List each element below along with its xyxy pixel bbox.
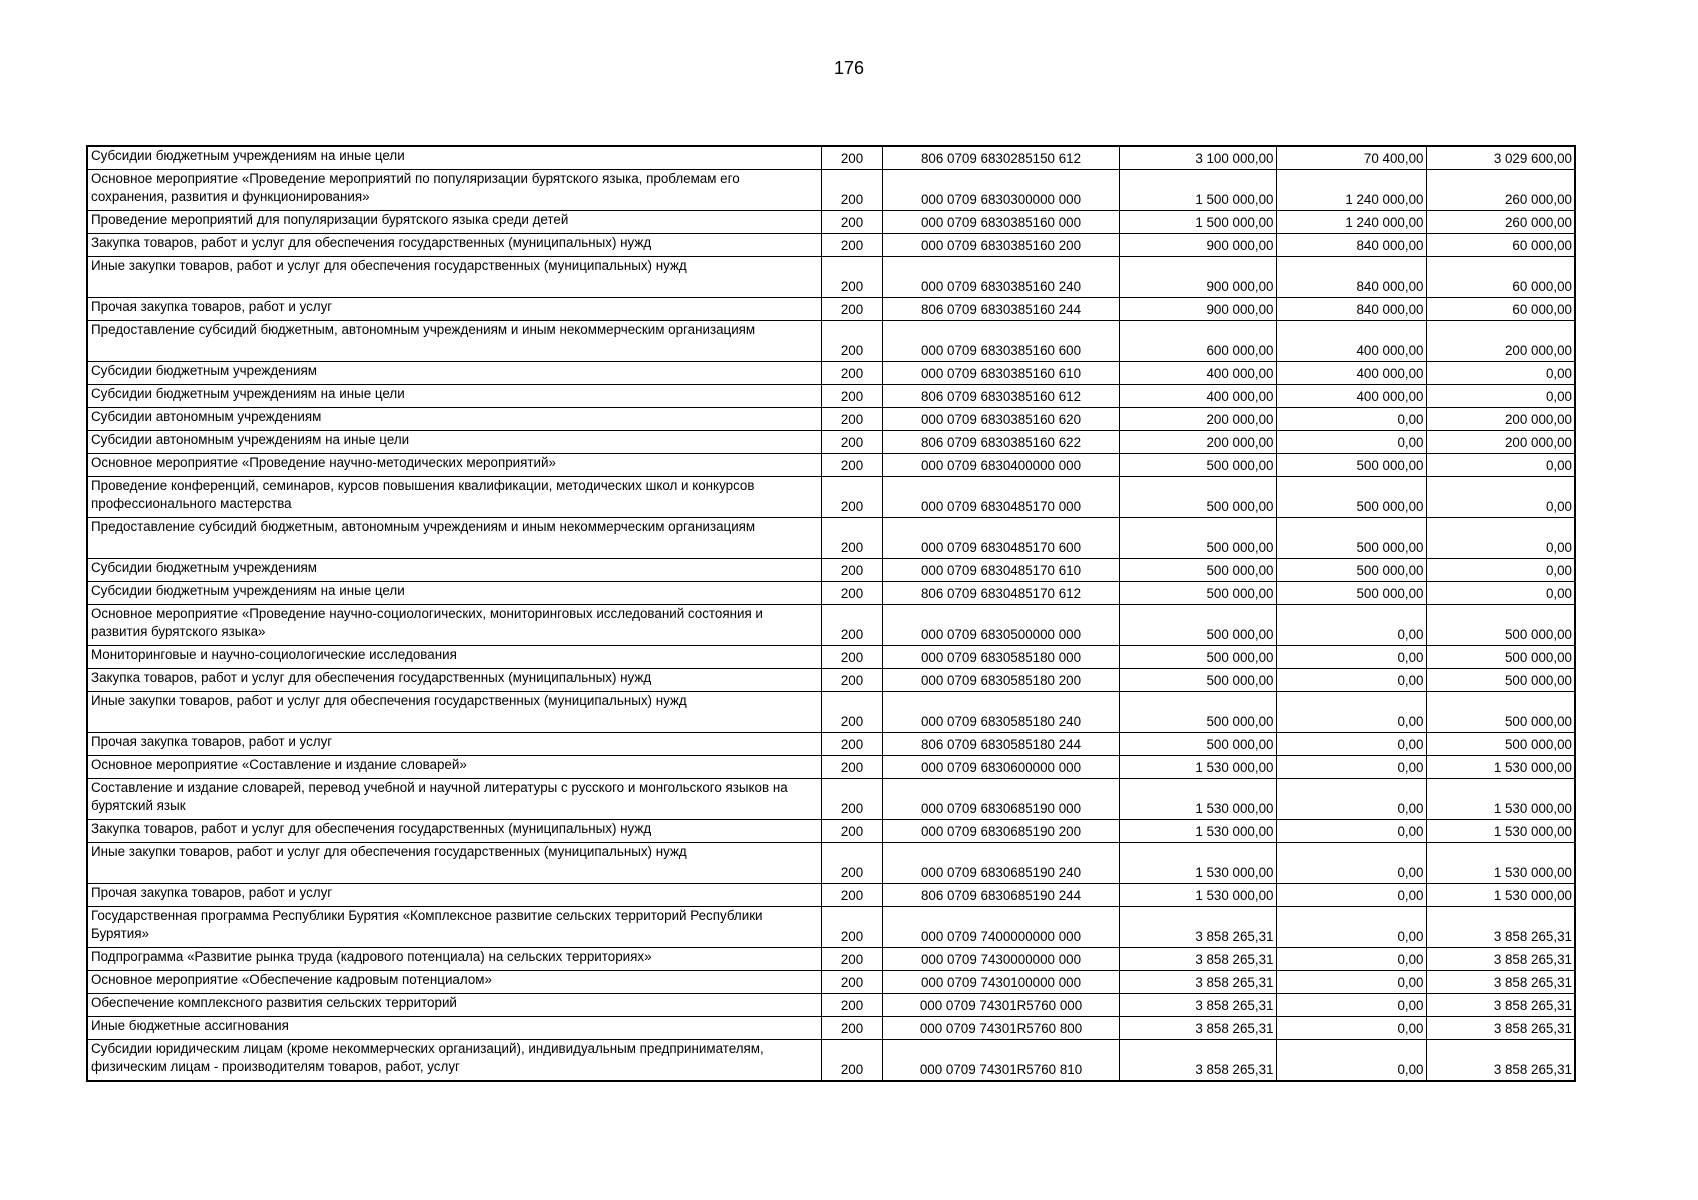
row-name: Проведение конференций, семинаров, курсов повышения квалификации, методических школ и конкурсов профессионального мастерства [87, 477, 821, 518]
row-name: Закупка товаров, работ и услуг для обеспечения государственных (муниципальных) нужд [87, 669, 821, 692]
row-executed: 1 240 000,00 [1276, 170, 1426, 211]
row-executed: 0,00 [1276, 692, 1426, 733]
row-executed: 500 000,00 [1276, 518, 1426, 559]
row-budget-code: 000 0709 6830385160 600 [882, 321, 1119, 362]
row-executed: 0,00 [1276, 669, 1426, 692]
table-row [87, 843, 1575, 884]
row-remaining: 3 858 265,31 [1426, 971, 1575, 994]
row-name: Государственная программа Республики Бурятия «Комплексное развитие сельских территорий Республики Бурятия» [87, 907, 821, 948]
row-executed: 0,00 [1276, 779, 1426, 820]
table-row [87, 559, 1575, 582]
row-remaining: 3 029 600,00 [1426, 146, 1575, 170]
row-planned: 500 000,00 [1119, 559, 1276, 582]
table-row [87, 779, 1575, 820]
table-row [87, 454, 1575, 477]
row-planned: 900 000,00 [1119, 234, 1276, 257]
table-row [87, 234, 1575, 257]
table-row [87, 756, 1575, 779]
row-budget-code: 000 0709 6830485170 610 [882, 559, 1119, 582]
row-admin-code: 200 [821, 559, 882, 582]
row-executed: 0,00 [1276, 756, 1426, 779]
table-row [87, 362, 1575, 385]
row-budget-code: 806 0709 6830385160 622 [882, 431, 1119, 454]
row-budget-code: 000 0709 74301R5760 800 [882, 1017, 1119, 1040]
row-admin-code: 200 [821, 605, 882, 646]
table-row [87, 582, 1575, 605]
table-row [87, 1040, 1575, 1082]
row-remaining: 0,00 [1426, 362, 1575, 385]
row-remaining: 0,00 [1426, 582, 1575, 605]
row-name: Субсидии бюджетным учреждениям на иные цели [87, 146, 821, 170]
table-row [87, 211, 1575, 234]
row-budget-code: 000 0709 6830685190 000 [882, 779, 1119, 820]
row-name: Прочая закупка товаров, работ и услуг [87, 298, 821, 321]
row-budget-code: 000 0709 74301R5760 000 [882, 994, 1119, 1017]
row-budget-code: 000 0709 6830685190 240 [882, 843, 1119, 884]
row-executed: 0,00 [1276, 820, 1426, 843]
budget-table-body [87, 146, 1575, 1081]
row-planned: 200 000,00 [1119, 408, 1276, 431]
row-budget-code: 806 0709 6830485170 612 [882, 582, 1119, 605]
row-admin-code: 200 [821, 994, 882, 1017]
row-executed: 0,00 [1276, 605, 1426, 646]
row-planned: 3 858 265,31 [1119, 907, 1276, 948]
row-executed: 0,00 [1276, 948, 1426, 971]
row-executed: 840 000,00 [1276, 257, 1426, 298]
row-planned: 500 000,00 [1119, 477, 1276, 518]
row-budget-code: 806 0709 6830385160 244 [882, 298, 1119, 321]
row-remaining: 0,00 [1426, 559, 1575, 582]
row-name: Прочая закупка товаров, работ и услуг [87, 884, 821, 907]
row-remaining: 500 000,00 [1426, 692, 1575, 733]
row-remaining: 500 000,00 [1426, 646, 1575, 669]
row-budget-code: 000 0709 6830400000 000 [882, 454, 1119, 477]
row-planned: 500 000,00 [1119, 692, 1276, 733]
row-executed: 0,00 [1276, 907, 1426, 948]
row-planned: 600 000,00 [1119, 321, 1276, 362]
row-executed: 500 000,00 [1276, 454, 1426, 477]
row-planned: 500 000,00 [1119, 669, 1276, 692]
row-budget-code: 000 0709 6830585180 000 [882, 646, 1119, 669]
row-name: Составление и издание словарей, перевод учебной и научной литературы с русского и монгольского языков на бурятский язык [87, 779, 821, 820]
row-name: Основное мероприятие «Обеспечение кадровым потенциалом» [87, 971, 821, 994]
row-remaining: 500 000,00 [1426, 733, 1575, 756]
row-remaining: 1 530 000,00 [1426, 884, 1575, 907]
row-remaining: 60 000,00 [1426, 257, 1575, 298]
row-budget-code: 000 0709 6830385160 620 [882, 408, 1119, 431]
row-executed: 0,00 [1276, 646, 1426, 669]
row-remaining: 200 000,00 [1426, 431, 1575, 454]
row-planned: 1 500 000,00 [1119, 170, 1276, 211]
table-row [87, 884, 1575, 907]
row-executed: 500 000,00 [1276, 582, 1426, 605]
row-executed: 0,00 [1276, 1017, 1426, 1040]
row-name: Мониторинговые и научно-социологические исследования [87, 646, 821, 669]
row-admin-code: 200 [821, 477, 882, 518]
row-planned: 500 000,00 [1119, 646, 1276, 669]
row-name: Субсидии бюджетным учреждениям на иные цели [87, 582, 821, 605]
row-executed: 840 000,00 [1276, 298, 1426, 321]
row-executed: 0,00 [1276, 994, 1426, 1017]
row-executed: 400 000,00 [1276, 321, 1426, 362]
row-admin-code: 200 [821, 362, 882, 385]
row-admin-code: 200 [821, 321, 882, 362]
row-name: Закупка товаров, работ и услуг для обеспечения государственных (муниципальных) нужд [87, 820, 821, 843]
row-admin-code: 200 [821, 884, 882, 907]
row-remaining: 200 000,00 [1426, 408, 1575, 431]
row-name: Субсидии автономным учреждениям [87, 408, 821, 431]
row-planned: 3 858 265,31 [1119, 971, 1276, 994]
row-name: Субсидии бюджетным учреждениям [87, 362, 821, 385]
row-name: Субсидии автономным учреждениям на иные цели [87, 431, 821, 454]
row-remaining: 0,00 [1426, 477, 1575, 518]
row-budget-code: 000 0709 6830685190 200 [882, 820, 1119, 843]
row-executed: 0,00 [1276, 431, 1426, 454]
row-executed: 0,00 [1276, 843, 1426, 884]
row-remaining: 0,00 [1426, 454, 1575, 477]
row-admin-code: 200 [821, 298, 882, 321]
row-admin-code: 200 [821, 907, 882, 948]
row-executed: 1 240 000,00 [1276, 211, 1426, 234]
row-admin-code: 200 [821, 971, 882, 994]
row-name: Иные закупки товаров, работ и услуг для обеспечения государственных (муниципальных) нужд [87, 843, 821, 884]
row-admin-code: 200 [821, 385, 882, 408]
row-budget-code: 000 0709 6830385160 610 [882, 362, 1119, 385]
table-row [87, 257, 1575, 298]
row-planned: 400 000,00 [1119, 385, 1276, 408]
table-row [87, 907, 1575, 948]
row-remaining: 3 858 265,31 [1426, 994, 1575, 1017]
row-planned: 500 000,00 [1119, 582, 1276, 605]
table-row [87, 170, 1575, 211]
row-admin-code: 200 [821, 146, 882, 170]
row-name: Субсидии юридическим лицам (кроме некоммерческих организаций), индивидуальным предпринимателям, физическим лицам - производителям товаров, работ, услуг [87, 1040, 821, 1082]
table-row [87, 692, 1575, 733]
row-name: Обеспечение комплексного развития сельских территорий [87, 994, 821, 1017]
table-row [87, 820, 1575, 843]
row-name: Субсидии бюджетным учреждениям [87, 559, 821, 582]
row-admin-code: 200 [821, 820, 882, 843]
table-row [87, 948, 1575, 971]
row-planned: 1 530 000,00 [1119, 756, 1276, 779]
row-budget-code: 806 0709 6830585180 244 [882, 733, 1119, 756]
row-admin-code: 200 [821, 582, 882, 605]
row-executed: 0,00 [1276, 733, 1426, 756]
row-name: Прочая закупка товаров, работ и услуг [87, 733, 821, 756]
row-admin-code: 200 [821, 211, 882, 234]
row-planned: 500 000,00 [1119, 605, 1276, 646]
row-name: Предоставление субсидий бюджетным, автономным учреждениям и иным некоммерческим организациям [87, 321, 821, 362]
row-planned: 1 530 000,00 [1119, 884, 1276, 907]
row-admin-code: 200 [821, 257, 882, 298]
row-executed: 0,00 [1276, 971, 1426, 994]
row-planned: 1 500 000,00 [1119, 211, 1276, 234]
row-budget-code: 000 0709 6830385160 000 [882, 211, 1119, 234]
row-budget-code: 806 0709 6830385160 612 [882, 385, 1119, 408]
row-remaining: 260 000,00 [1426, 170, 1575, 211]
row-admin-code: 200 [821, 779, 882, 820]
row-name: Подпрограмма «Развитие рынка труда (кадрового потенциала) на сельских территориях» [87, 948, 821, 971]
row-budget-code: 000 0709 7400000000 000 [882, 907, 1119, 948]
table-row [87, 408, 1575, 431]
row-planned: 3 858 265,31 [1119, 948, 1276, 971]
row-remaining: 500 000,00 [1426, 669, 1575, 692]
row-planned: 200 000,00 [1119, 431, 1276, 454]
row-remaining: 260 000,00 [1426, 211, 1575, 234]
row-remaining: 1 530 000,00 [1426, 756, 1575, 779]
row-budget-code: 000 0709 6830600000 000 [882, 756, 1119, 779]
table-row [87, 321, 1575, 362]
table-row [87, 646, 1575, 669]
table-row [87, 669, 1575, 692]
row-budget-code: 000 0709 6830585180 200 [882, 669, 1119, 692]
row-admin-code: 200 [821, 756, 882, 779]
row-budget-code: 000 0709 6830385160 200 [882, 234, 1119, 257]
table-row [87, 605, 1575, 646]
row-budget-code: 000 0709 7430000000 000 [882, 948, 1119, 971]
row-admin-code: 200 [821, 646, 882, 669]
row-budget-code: 000 0709 74301R5760 810 [882, 1040, 1119, 1082]
row-executed: 0,00 [1276, 884, 1426, 907]
row-budget-code: 806 0709 6830285150 612 [882, 146, 1119, 170]
row-planned: 500 000,00 [1119, 733, 1276, 756]
table-row [87, 994, 1575, 1017]
row-budget-code: 000 0709 6830300000 000 [882, 170, 1119, 211]
row-remaining: 60 000,00 [1426, 298, 1575, 321]
row-admin-code: 200 [821, 669, 882, 692]
row-remaining: 3 858 265,31 [1426, 907, 1575, 948]
row-name: Основное мероприятие «Составление и издание словарей» [87, 756, 821, 779]
row-name: Основное мероприятие «Проведение научно-социологических, мониторинговых исследований состояния и развития бурятского языка» [87, 605, 821, 646]
row-planned: 3 858 265,31 [1119, 1040, 1276, 1082]
row-planned: 400 000,00 [1119, 362, 1276, 385]
row-executed: 400 000,00 [1276, 385, 1426, 408]
row-remaining: 1 530 000,00 [1426, 843, 1575, 884]
table-row [87, 298, 1575, 321]
row-budget-code: 000 0709 6830585180 240 [882, 692, 1119, 733]
budget-table [86, 145, 1576, 1082]
row-planned: 500 000,00 [1119, 518, 1276, 559]
page-number: 176 [833, 58, 865, 78]
row-remaining: 1 530 000,00 [1426, 779, 1575, 820]
row-name: Проведение мероприятий для популяризации бурятского языка среди детей [87, 211, 821, 234]
table-row [87, 1017, 1575, 1040]
row-budget-code: 000 0709 6830500000 000 [882, 605, 1119, 646]
row-admin-code: 200 [821, 843, 882, 884]
table-row [87, 518, 1575, 559]
row-remaining: 1 530 000,00 [1426, 820, 1575, 843]
row-admin-code: 200 [821, 1017, 882, 1040]
row-admin-code: 200 [821, 431, 882, 454]
row-executed: 840 000,00 [1276, 234, 1426, 257]
row-budget-code: 000 0709 6830485170 600 [882, 518, 1119, 559]
row-planned: 3 858 265,31 [1119, 1017, 1276, 1040]
row-executed: 500 000,00 [1276, 477, 1426, 518]
table-row [87, 146, 1575, 170]
row-planned: 900 000,00 [1119, 257, 1276, 298]
row-remaining: 500 000,00 [1426, 605, 1575, 646]
row-name: Основное мероприятие «Проведение мероприятий по популяризации бурятского языка, проблемам его сохранения, развития и функционирования» [87, 170, 821, 211]
row-name: Предоставление субсидий бюджетным, автономным учреждениям и иным некоммерческим организациям [87, 518, 821, 559]
table-row [87, 733, 1575, 756]
row-remaining: 200 000,00 [1426, 321, 1575, 362]
row-budget-code: 000 0709 6830485170 000 [882, 477, 1119, 518]
row-name: Основное мероприятие «Проведение научно-методических мероприятий» [87, 454, 821, 477]
table-row [87, 971, 1575, 994]
row-admin-code: 200 [821, 733, 882, 756]
row-planned: 500 000,00 [1119, 454, 1276, 477]
row-budget-code: 806 0709 6830685190 244 [882, 884, 1119, 907]
table-row [87, 431, 1575, 454]
row-admin-code: 200 [821, 408, 882, 431]
row-executed: 0,00 [1276, 1040, 1426, 1082]
row-admin-code: 200 [821, 692, 882, 733]
row-planned: 3 100 000,00 [1119, 146, 1276, 170]
row-budget-code: 000 0709 6830385160 240 [882, 257, 1119, 298]
row-planned: 1 530 000,00 [1119, 820, 1276, 843]
row-planned: 1 530 000,00 [1119, 843, 1276, 884]
table-row [87, 385, 1575, 408]
row-planned: 1 530 000,00 [1119, 779, 1276, 820]
table-row [87, 477, 1575, 518]
row-planned: 900 000,00 [1119, 298, 1276, 321]
row-remaining: 60 000,00 [1426, 234, 1575, 257]
row-remaining: 3 858 265,31 [1426, 948, 1575, 971]
row-admin-code: 200 [821, 170, 882, 211]
row-admin-code: 200 [821, 518, 882, 559]
row-name: Иные закупки товаров, работ и услуг для обеспечения государственных (муниципальных) нужд [87, 257, 821, 298]
row-executed: 0,00 [1276, 408, 1426, 431]
row-name: Закупка товаров, работ и услуг для обеспечения государственных (муниципальных) нужд [87, 234, 821, 257]
row-admin-code: 200 [821, 948, 882, 971]
row-executed: 500 000,00 [1276, 559, 1426, 582]
row-planned: 3 858 265,31 [1119, 994, 1276, 1017]
row-admin-code: 200 [821, 1040, 882, 1082]
row-name: Иные бюджетные ассигнования [87, 1017, 821, 1040]
row-remaining: 0,00 [1426, 518, 1575, 559]
row-name: Субсидии бюджетным учреждениям на иные цели [87, 385, 821, 408]
row-executed: 70 400,00 [1276, 146, 1426, 170]
row-executed: 400 000,00 [1276, 362, 1426, 385]
row-remaining: 3 858 265,31 [1426, 1017, 1575, 1040]
row-remaining: 3 858 265,31 [1426, 1040, 1575, 1082]
row-name: Иные закупки товаров, работ и услуг для обеспечения государственных (муниципальных) нужд [87, 692, 821, 733]
row-remaining: 0,00 [1426, 385, 1575, 408]
row-admin-code: 200 [821, 234, 882, 257]
row-budget-code: 000 0709 7430100000 000 [882, 971, 1119, 994]
row-admin-code: 200 [821, 454, 882, 477]
